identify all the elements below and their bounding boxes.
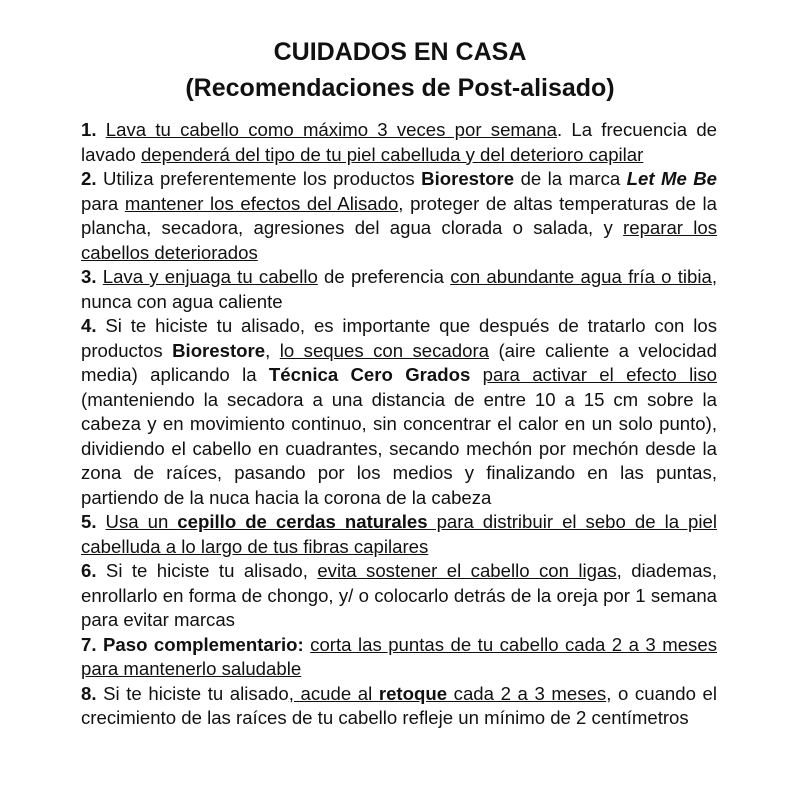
recommendation-item-3: [81, 265, 717, 314]
page-subtitle: (Recomendaciones de Post-alisado): [185, 74, 615, 102]
item-segment: , nunca con agua caliente: [81, 266, 717, 312]
item-segment: Paso complementario:: [96, 633, 304, 655]
item-segment: (aire caliente a velocidad media) aplicando la: [81, 339, 717, 385]
item-segment: Lava tu cabello como máximo 3 veces por semana: [105, 119, 557, 140]
item-segment: (manteniendo la secadora a una distancia de entre 10 a 15 cm sobre la cabeza y en movimiento continuo, sin concentrar el calor en un solo punto), dividiendo el cabello en cuadrantes, secando mechón por mechón desde la zona de raíces, pasando por los medios y finalizando en las puntas, partiendo de la nuca hacia la corona de la cabeza: [81, 388, 717, 508]
recommendation-item-6: [81, 559, 717, 633]
item-segment: [470, 364, 482, 385]
item-segment: cada 2 a 3 meses: [447, 682, 607, 704]
item-segment: mantener los efectos del Alisado: [124, 192, 399, 214]
recommendation-item-8: [81, 682, 717, 731]
item-segment: de la marca: [514, 168, 627, 189]
item-segment: cepillo de cerdas naturales: [177, 511, 428, 532]
recommendation-item-4: [81, 314, 717, 510]
item-segment: Let Me Be: [626, 168, 717, 189]
item-segment: Si te hiciste tu alisado,: [96, 560, 318, 581]
recommendation-item-2: [81, 167, 717, 265]
item-number: 8.: [81, 682, 97, 704]
item-segment: Usa un: [105, 511, 178, 532]
item-number: 1.: [81, 119, 97, 140]
item-segment: Si te hiciste tu alisado, es importante que después de tratarlo con los productos: [81, 315, 717, 361]
item-segment: Lava y enjuaga tu cabello: [102, 266, 318, 287]
item-segment: para activar el efecto liso: [482, 364, 717, 385]
item-segment: , o cuando el crecimiento de las raíces de tu cabello refleje un mínimo de 2 centímetros: [81, 682, 718, 728]
item-segment: dependerá del tipo de tu piel cabelluda y del deterioro capilar: [140, 143, 644, 165]
item-segment: Utiliza preferentemente los productos: [96, 168, 422, 189]
recommendation-item-5: [81, 510, 717, 559]
recommendations-list: [81, 118, 717, 731]
item-segment: , proteger de altas temperaturas de la plancha, secadora, agresiones del agua clorada o salada, y: [81, 192, 718, 238]
item-segment: Si te hiciste tu alisado: [96, 682, 289, 704]
item-number: 2.: [81, 168, 97, 189]
item-segment: , diademas, enrollarlo en forma de chongo, y/ o colocarlo detrás de la oreja por 1 semana para evitar marcas: [81, 560, 717, 630]
heading: [0, 34, 800, 106]
item-number: 3.: [81, 266, 97, 287]
item-segment: lo seques con secadora: [279, 339, 489, 361]
item-segment: con abundante agua fría o tibia: [450, 266, 712, 287]
item-segment: para: [81, 192, 125, 214]
item-segment: evita sostener el cabello con ligas: [317, 560, 617, 581]
item-segment: Técnica Cero Grados: [268, 364, 471, 385]
item-segment: Biorestore: [172, 339, 266, 361]
item-segment: corta las puntas de tu cabello cada 2 a 3 meses para mantenerlo saludable: [81, 633, 717, 679]
item-number: 4.: [81, 315, 97, 336]
item-segment: [97, 511, 106, 532]
item-segment: de preferencia: [317, 266, 451, 287]
item-number: 7.: [81, 633, 97, 655]
item-segment: ,: [265, 339, 280, 361]
item-segment: para distribuir el sebo de la piel cabelluda a lo largo de tus fibras capilares: [81, 511, 717, 557]
item-segment: retoque: [378, 682, 448, 704]
item-number: 6.: [81, 560, 97, 581]
item-segment: . La frecuencia de lavado: [81, 119, 717, 165]
item-segment: reparar los cabellos deteriorados: [81, 217, 718, 263]
recommendation-item-7: [81, 633, 717, 682]
item-segment: Biorestore: [421, 168, 515, 189]
item-number: 5.: [81, 511, 97, 532]
item-segment: , acude al: [288, 682, 379, 704]
recommendation-item-1: [81, 118, 717, 167]
page-title: CUIDADOS EN CASA: [273, 38, 527, 66]
